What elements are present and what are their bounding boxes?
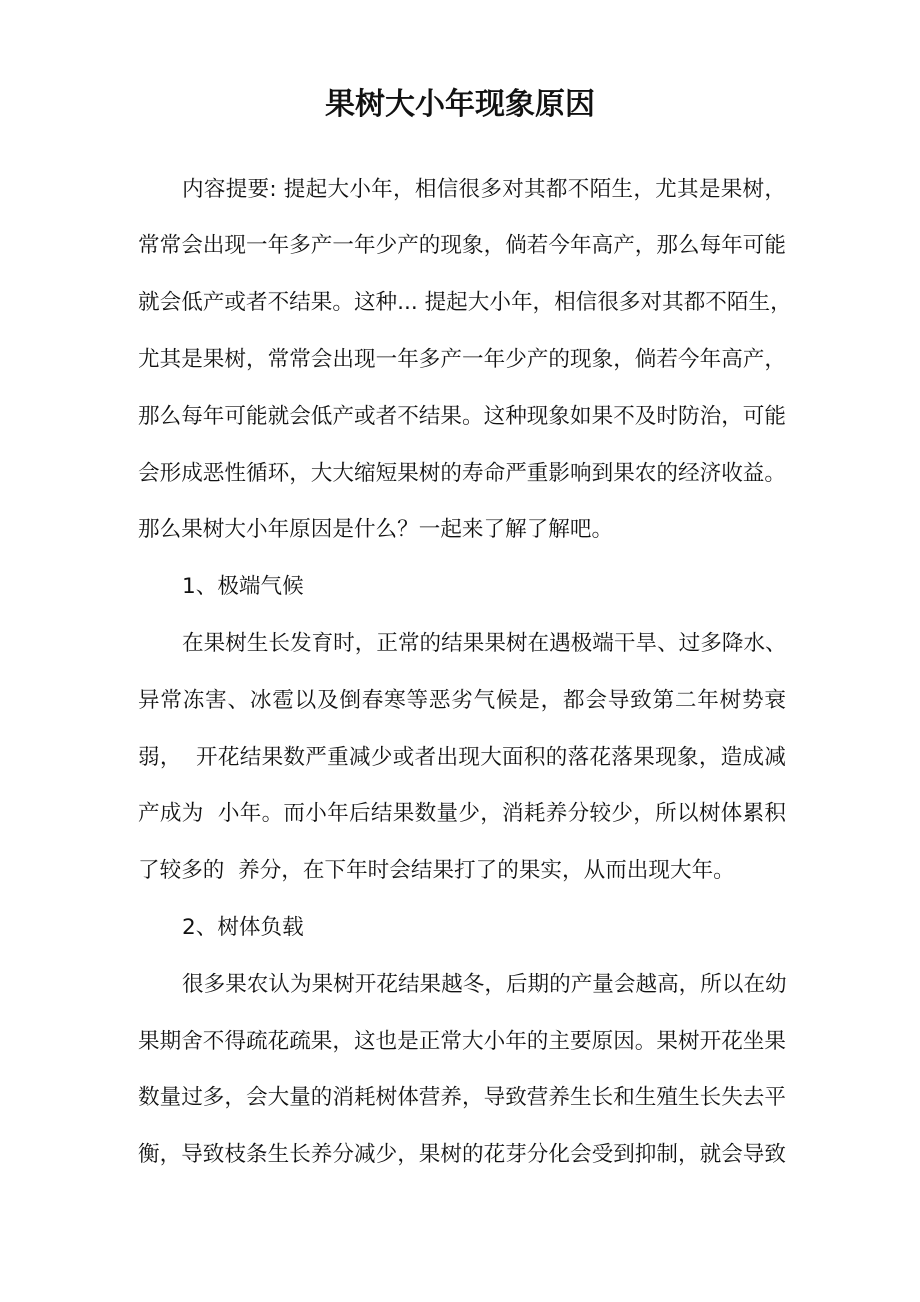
text-line: 就会低产或者不结果。这种... 提起大小年，相信很多对其都不陌生，	[138, 290, 792, 316]
text-line: 常常会出现一年多产一年少产的现象，倘若今年高产，那么每年可能	[138, 233, 786, 259]
text-line: 2、树体负载	[182, 914, 304, 940]
text-line: 很多果农认为果树开花结果越冬，后期的产量会越高，所以在幼	[182, 971, 787, 997]
text-line: 异常冻害、冰雹以及倒春寒等恶劣气候是，都会导致第二年树势衰	[138, 687, 786, 713]
text-line: 数量过多，会大量的消耗树体营养，导致营养生长和生殖生长失去平	[138, 1085, 786, 1111]
text-line: 那么果树大小年原因是什么？一起来了解了解吧。	[138, 517, 614, 543]
text-line: 果期舍不得疏花疏果，这也是正常大小年的主要原因。果树开花坐果	[138, 1028, 786, 1054]
text-line: 1、极端气候	[182, 574, 304, 600]
document-body	[138, 162, 792, 1184]
text-line: 内容提要: 提起大小年，相信很多对其都不陌生，尤其是果树，	[182, 176, 786, 202]
text-line: 在果树生长发育时，正常的结果果树在遇极端干旱、过多降水、	[182, 630, 787, 656]
text-line: 产成为 小年。而小年后结果数量少，消耗养分较少，所以树体累积	[138, 801, 786, 827]
text-line: 尤其是果树，常常会出现一年多产一年少产的现象，倘若今年高产，	[138, 346, 786, 372]
text-line: 弱， 开花结果数严重减少或者出现大面积的落花落果现象，造成减	[138, 744, 786, 770]
text-line: 会形成恶性循环，大大缩短果树的寿命严重影响到果农的经济收益。	[138, 460, 786, 486]
text-line: 衡，导致枝条生长养分减少，果树的花芽分化会受到抑制，就会导致	[138, 1142, 786, 1168]
document-title: 果树大小年现象原因	[325, 87, 595, 122]
text-line: 了较多的 养分，在下年时会结果打了的果实，从而出现大年。	[138, 858, 735, 884]
text-line: 那么每年可能就会低产或者不结果。这种现象如果不及时防治，可能	[138, 403, 786, 429]
